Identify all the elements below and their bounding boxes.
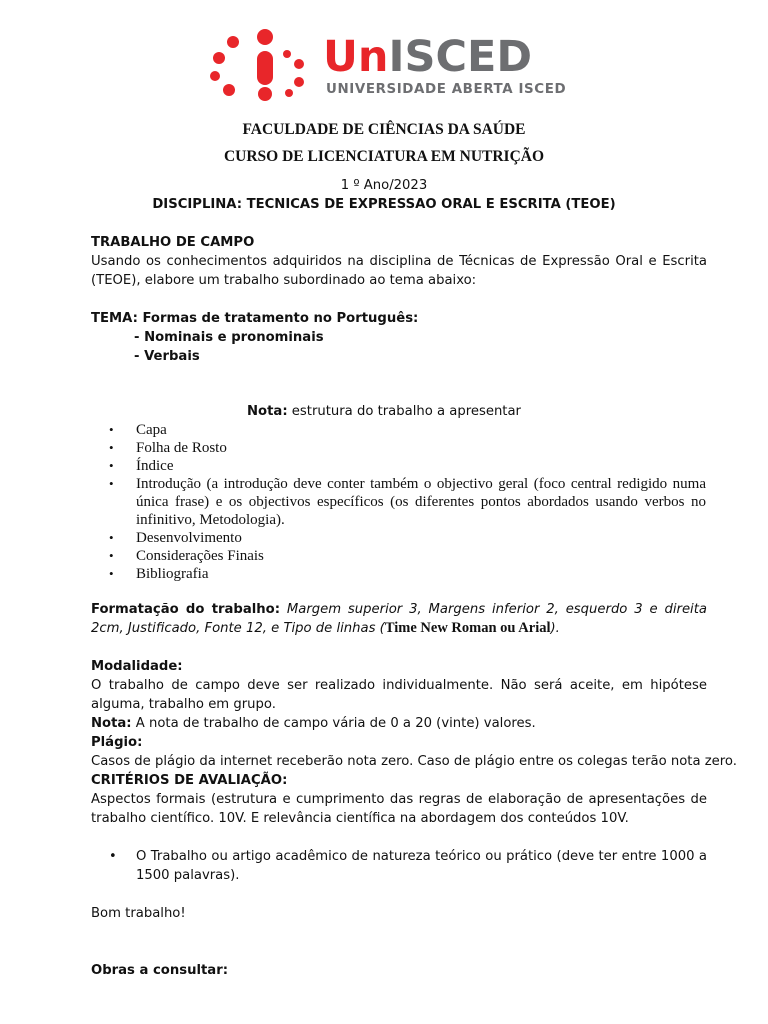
modality-label: Modalidade:	[91, 659, 183, 674]
formatting-text-b: ).	[550, 621, 560, 636]
modality-text: O trabalho de campo deve ser realizado individualmente. Não será aceite, em hipótese alguma, trabalho em grupo.	[91, 678, 707, 712]
logo-mark-icon	[205, 24, 315, 106]
theme-item-nominal: - Nominais e pronominais	[134, 330, 324, 345]
logo	[205, 24, 595, 106]
theme-item-verbal: - Verbais	[134, 349, 200, 364]
list-item: • Considerações Finais	[109, 547, 706, 565]
plagiarism-text: Casos de plágio da internet receberão nota zero. Caso de plágio entre os colegas terão nota zero.	[91, 754, 737, 769]
list-item: • O Trabalho ou artigo acadêmico de natureza teórico ou prático (deve ter entre 1000 a 1500 palavras).	[109, 847, 707, 885]
logo-subtitle: UNIVERSIDADE ABERTA ISCED	[326, 82, 567, 97]
closing-line: Bom trabalho!	[91, 906, 186, 921]
logo-wordmark	[323, 34, 532, 80]
year-line: 1 º Ano/2023	[340, 178, 428, 193]
assignment-intro: Usando os conhecimentos adquiridos na disciplina de Técnicas de Expressão Oral e Escrita (TEOE), elabore um trabalho subordinado ao tema abaixo:	[91, 254, 707, 288]
references-label: Obras a consultar:	[91, 963, 228, 978]
structure-note-label: Nota:	[247, 404, 288, 419]
list-item: • Capa	[109, 421, 706, 439]
list-item: • Bibliografia	[109, 565, 706, 583]
list-item: • Índice	[109, 457, 706, 475]
discipline-line: DISCIPLINA: TECNICAS DE EXPRESSAO ORAL E ESCRITA (TEOE)	[152, 197, 616, 212]
theme-label: TEMA: Formas de tratamento no Português:	[91, 311, 419, 326]
structure-list	[109, 421, 706, 583]
grade-note-label: Nota:	[91, 716, 132, 731]
grade-note-text: A nota de trabalho de campo vária de 0 a 20 (vinte) valores.	[131, 716, 536, 731]
structure-note	[0, 402, 768, 421]
faculty-title: FACULDADE DE CIÊNCIAS DA SAÚDE	[242, 121, 526, 138]
formatting-label: Formatação do trabalho:	[91, 602, 280, 617]
criteria-label: CRITÉRIOS DE AVALIAÇÃO:	[91, 773, 288, 788]
formatting-fonts: Time New Roman ou Arial	[384, 620, 551, 636]
logo-brand-gray: ISCED	[388, 32, 533, 82]
grade-note	[91, 714, 536, 733]
list-item: • Desenvolvimento	[109, 529, 706, 547]
list-item: • Folha de Rosto	[109, 439, 706, 457]
plagiarism-label: Plágio:	[91, 735, 143, 750]
formatting-paragraph	[91, 600, 707, 638]
assignment-title: TRABALHO DE CAMPO	[91, 235, 255, 250]
length-rule-list	[109, 847, 707, 885]
course-title: CURSO DE LICENCIATURA EM NUTRIÇÃO	[223, 148, 545, 165]
list-item: • Introdução (a introdução deve conter também o objectivo geral (foco central redigido numa única frase) e os objectivos específicos (os diferentes pontos abordados usando verbos no infinitivo, Metodologia).	[109, 475, 706, 529]
criteria-text: Aspectos formais (estrutura e cumprimento das regras de elaboração de apresentações de trabalho científico. 10V. E relevância científica na abordagem dos conteúdos 10V.	[91, 792, 707, 826]
structure-note-text: estrutura do trabalho a apresentar	[287, 404, 521, 419]
formatting-text-a: Margem superior 3, Margens inferior 2, esquerdo 3 e direita 2cm, Justificado, Fonte 12, e Tipo de linhas (	[91, 602, 707, 636]
logo-brand-red: Un	[323, 32, 389, 82]
